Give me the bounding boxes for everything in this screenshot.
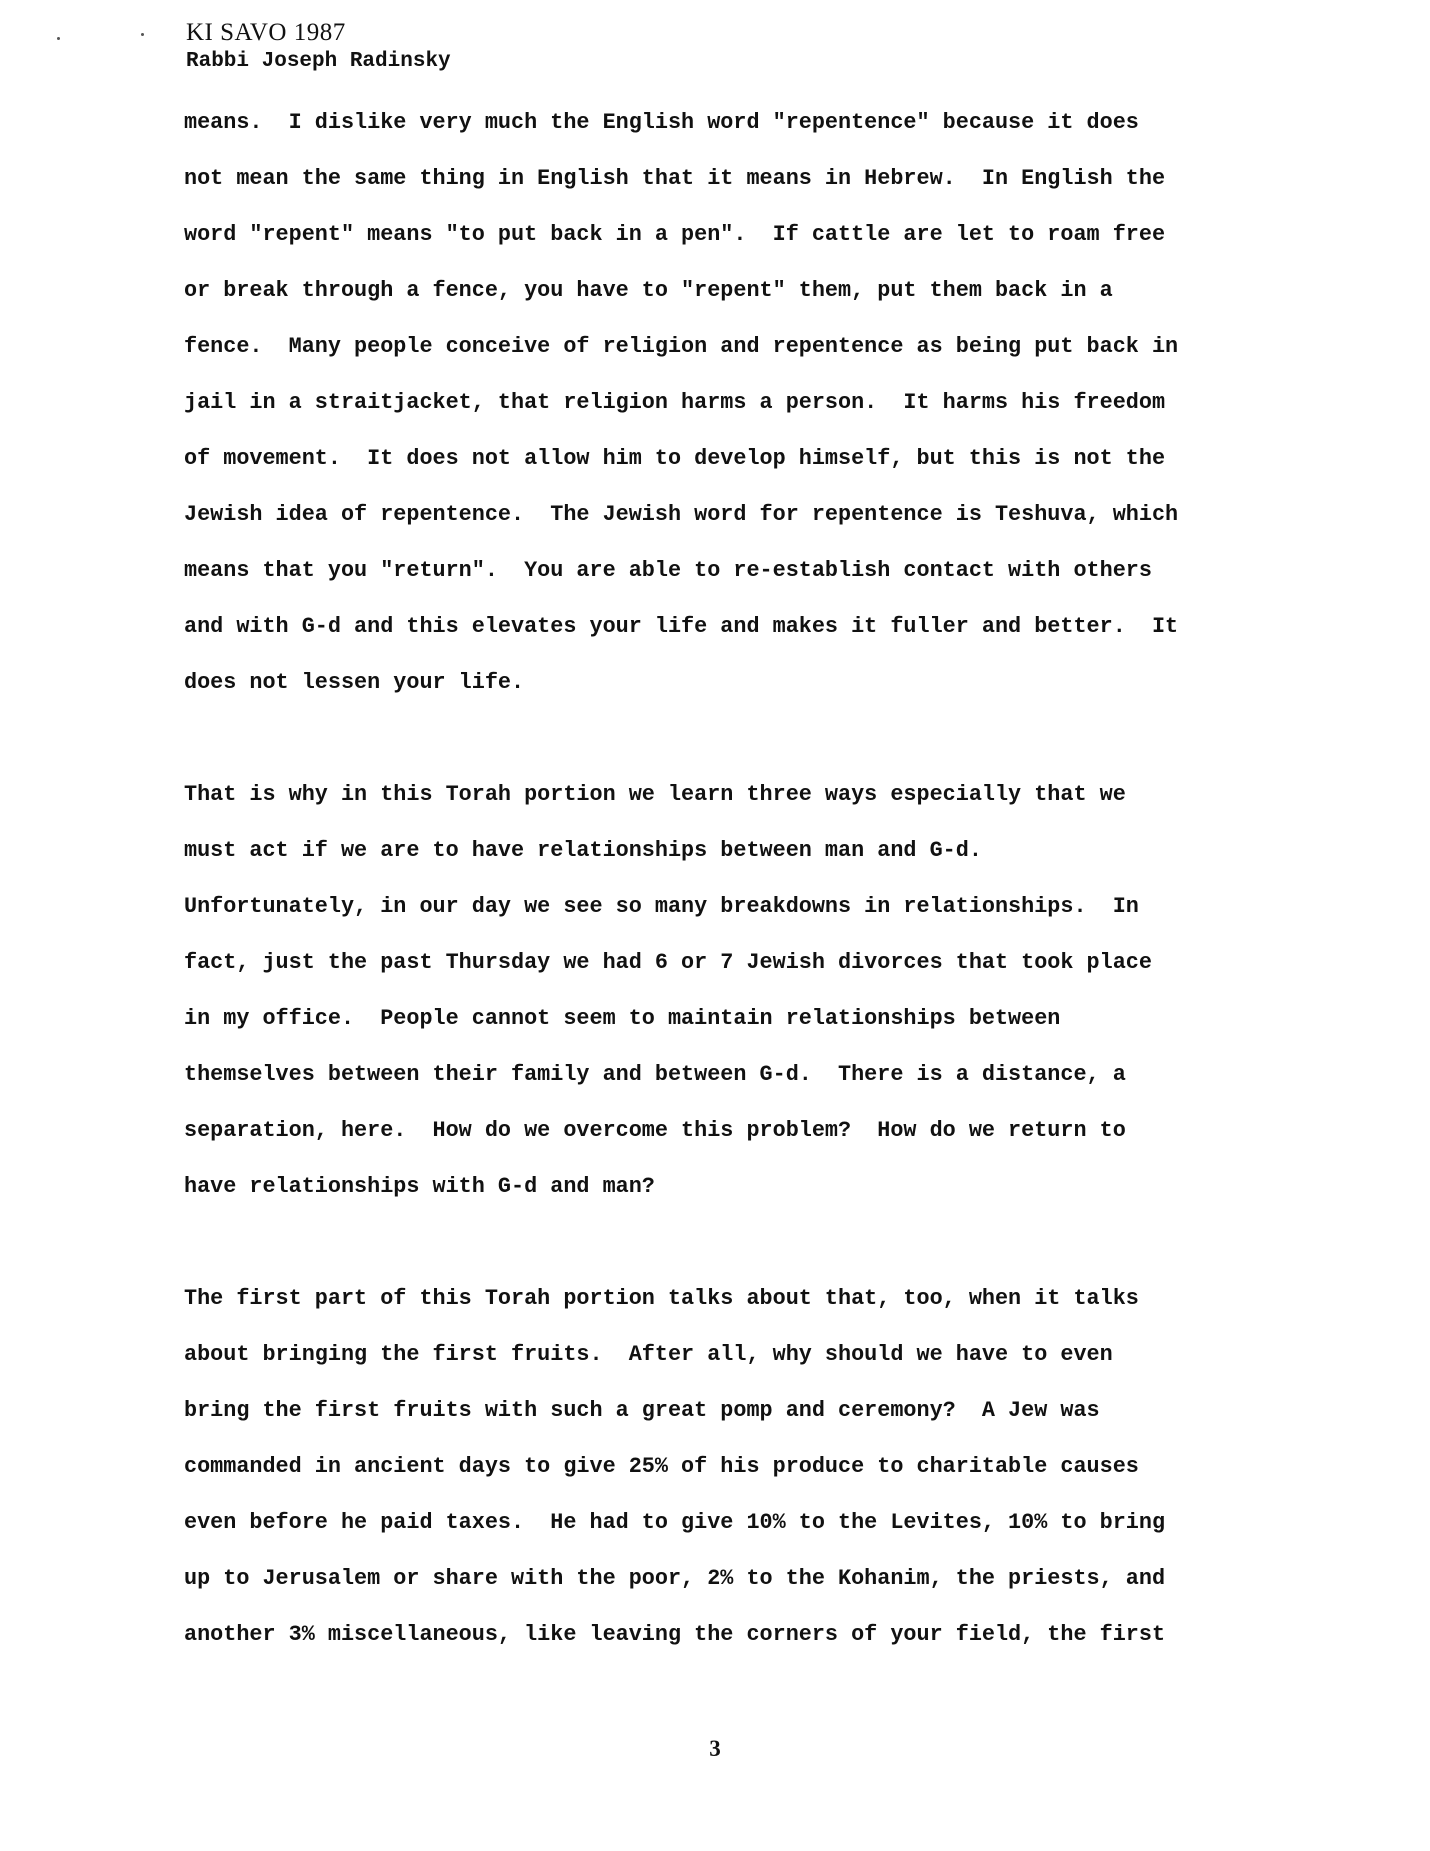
text-line: up to Jerusalem or share with the poor, 2% to the Kohanim, the priests, and [184,1566,1166,1591]
text-line: The first part of this Torah portion talks about that, too, when it talks [184,1286,1139,1311]
text-line: Unfortunately, in our day we see so many breakdowns in relationships. In [184,894,1139,919]
text-line: in my office. People cannot seem to maintain relationships between [184,1006,1061,1031]
document-author: Rabbi Joseph Radinsky [186,50,451,73]
paragraph-3 [184,1271,1324,1663]
scan-speck [57,37,60,40]
text-line: of movement. It does not allow him to develop himself, but this is not the [184,446,1166,471]
text-line: have relationships with G-d and man? [184,1174,655,1199]
text-line: word "repent" means "to put back in a pen". If cattle are let to roam free [184,222,1166,247]
text-line: even before he paid taxes. He had to give 10% to the Levites, 10% to bring [184,1510,1166,1535]
text-line: means that you "return". You are able to re-establish contact with others [184,558,1152,583]
text-line: about bringing the first fruits. After all, why should we have to even [184,1342,1113,1367]
text-line: must act if we are to have relationships between man and G-d. [184,838,982,863]
paragraph-1 [184,95,1324,711]
document-header [186,18,451,76]
page-number: 3 [709,1736,721,1761]
paragraph-spacer [184,711,1324,767]
text-line: does not lessen your life. [184,670,525,695]
paragraph-spacer [184,1215,1324,1271]
text-line: means. I dislike very much the English word "repentence" because it does [184,110,1139,135]
text-line: or break through a fence, you have to "repent" them, put them back in a [184,278,1113,303]
text-line: bring the first fruits with such a great pomp and ceremony? A Jew was [184,1398,1100,1423]
text-line: That is why in this Torah portion we learn three ways especially that we [184,782,1126,807]
text-line: fact, just the past Thursday we had 6 or 7 Jewish divorces that took place [184,950,1152,975]
text-line: themselves between their family and between G-d. There is a distance, a [184,1062,1126,1087]
paragraph-2 [184,767,1324,1215]
text-line: Jewish idea of repentence. The Jewish word for repentence is Teshuva, which [184,502,1179,527]
text-line: separation, here. How do we overcome this problem? How do we return to [184,1118,1126,1143]
text-line: jail in a straitjacket, that religion harms a person. It harms his freedom [184,390,1166,415]
text-line: fence. Many people conceive of religion and repentence as being put back in [184,334,1179,359]
text-line: not mean the same thing in English that it means in Hebrew. In English the [184,166,1166,191]
document-body [184,95,1324,1663]
scan-speck [141,33,144,36]
text-line: another 3% miscellaneous, like leaving the corners of your field, the first [184,1622,1166,1647]
text-line: and with G-d and this elevates your life and makes it fuller and better. It [184,614,1179,639]
text-line: commanded in ancient days to give 25% of his produce to charitable causes [184,1454,1139,1479]
document-title: KI SAVO 1987 [186,19,346,46]
